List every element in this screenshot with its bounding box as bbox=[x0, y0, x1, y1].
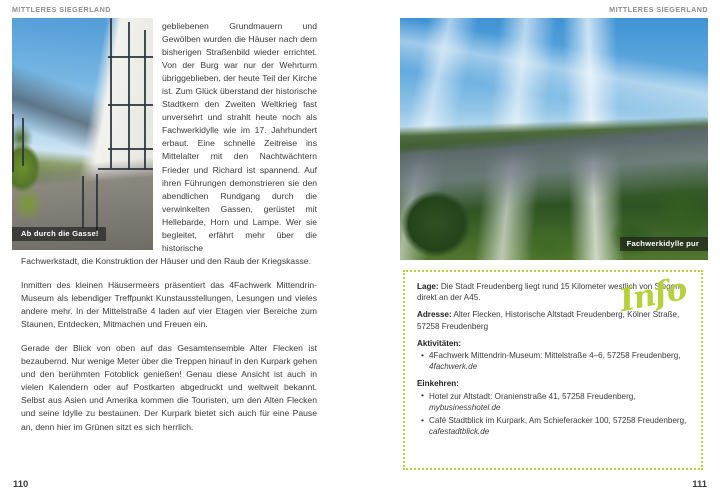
list-item-url[interactable]: mybusinesshotel.de bbox=[429, 403, 501, 413]
list-item-text: Hotel zur Altstadt: Oranienstraße 41, 57258 Freudenberg, bbox=[429, 391, 636, 401]
photo-panorama-caption: Fachwerkidylle pur bbox=[620, 237, 708, 251]
info-aktivitaeten bbox=[417, 338, 689, 373]
info-einkehren bbox=[417, 378, 689, 438]
info-script-word: Info bbox=[616, 271, 690, 320]
info-adresse-label: Adresse: bbox=[417, 310, 452, 320]
list-item-url[interactable]: 4fachwerk.de bbox=[429, 362, 478, 372]
running-head-left: MITTLERES SIEGERLAND bbox=[12, 5, 111, 14]
folio-right: 111 bbox=[692, 479, 707, 490]
info-lage-text: Die Stadt Freudenberg liegt rund 15 Kilometer westlich von Siegen, direkt an der A45. bbox=[417, 282, 682, 303]
info-lage bbox=[417, 281, 689, 304]
list-item-text: 4Fachwerk Mittendrin-Museum: Mittelstraße 4–6, 57258 Freudenberg, bbox=[429, 351, 681, 361]
folio-left: 110 bbox=[13, 479, 29, 490]
info-aktivitaeten-list bbox=[417, 350, 689, 373]
list-item-url[interactable]: cafestadtblick.de bbox=[429, 427, 490, 437]
article-column-wide bbox=[21, 255, 317, 434]
article-paragraph: Fachwerkstadt, die Konstruktion der Häuser und den Raub der Kriegskasse. bbox=[21, 256, 311, 266]
photo-panorama bbox=[400, 18, 708, 260]
info-aktivitaeten-label: Aktivitäten: bbox=[417, 338, 462, 348]
photo-alley bbox=[12, 18, 153, 250]
list-item bbox=[429, 391, 689, 414]
info-adresse-text: Alter Flecken, Historische Altstadt Freudenberg, Kölner Straße, 57258 Freudenberg bbox=[417, 310, 680, 331]
list-item-text: Café Stadtblick im Kurpark, Am Schieferacker 100, 57258 Freudenberg, bbox=[429, 416, 687, 426]
photo-alley-caption: Ab durch die Gasse! bbox=[12, 227, 106, 241]
article-paragraph: Inmitten des kleinen Häusermeers präsentiert das 4Fachwerk Mittendrin-Museum als lebendiger Treffpunkt Kunstausstellungen, Lesungen und vieles andere mehr. In der Mittelstraße 4 laden auf vier Etagen vier Bereiche zum Staunen, Entdecken, Mitmachen und Freuen ein. bbox=[21, 280, 317, 330]
article-column-narrow bbox=[162, 20, 317, 255]
article-paragraph: Gerade der Blick von oben auf das Gesamtensemble Alter Flecken ist bezaubernd. Nur wenige Meter über die Treppen hinauf in den Kurpark gehen und den berühmten Fotoblick genießen! Genau diese Ansicht ist auch in vielen Kalendern oder auf Postkarten abgedruckt und weltweit bekannt. Selbst aus Asien und Amerika kommen die Touristen, um den Alten Flecken und seine Idylle zu bestaunen. Der Kurpark bietet sich auch für eine Pause an, denn hier im Grünen sitzt es sich herrlich. bbox=[21, 343, 317, 432]
list-item bbox=[429, 415, 689, 438]
running-head-right: MITTLERES SIEGERLAND bbox=[609, 5, 708, 14]
info-box bbox=[403, 270, 703, 470]
info-lage-label: Lage: bbox=[417, 282, 439, 291]
article-paragraph: gebliebenen Grundmauern und Gewölben wurden die Häuser nach dem bisherigen Straßenbild wieder errichtet. Von der Burg war nur der Wehrturm übriggeblieben, der heute Teil der Kirche ist. Zum Glück überstand der historische Stadtkern den Zweiten Weltkrieg fast unversehrt und strahlt heute noch als Fachwerkidylle wie im 17. Jahrhundert erbaut. Eine schnelle Zeitreise ins Mittelalter mit den Nachtwächtern Frieder und Richard ist spannend. Auf ihren Führungen demonstrieren sie den abendlichen Rundgang durch die verwinkelten Gassen, gerüstet mit Hellebarde, Horn und Lampe. Wer sie begleitet, erfährt mehr über die historische bbox=[162, 21, 317, 253]
info-einkehren-label: Einkehren: bbox=[417, 379, 459, 389]
info-adresse bbox=[417, 309, 689, 332]
info-einkehren-list bbox=[417, 391, 689, 438]
list-item bbox=[429, 350, 689, 373]
